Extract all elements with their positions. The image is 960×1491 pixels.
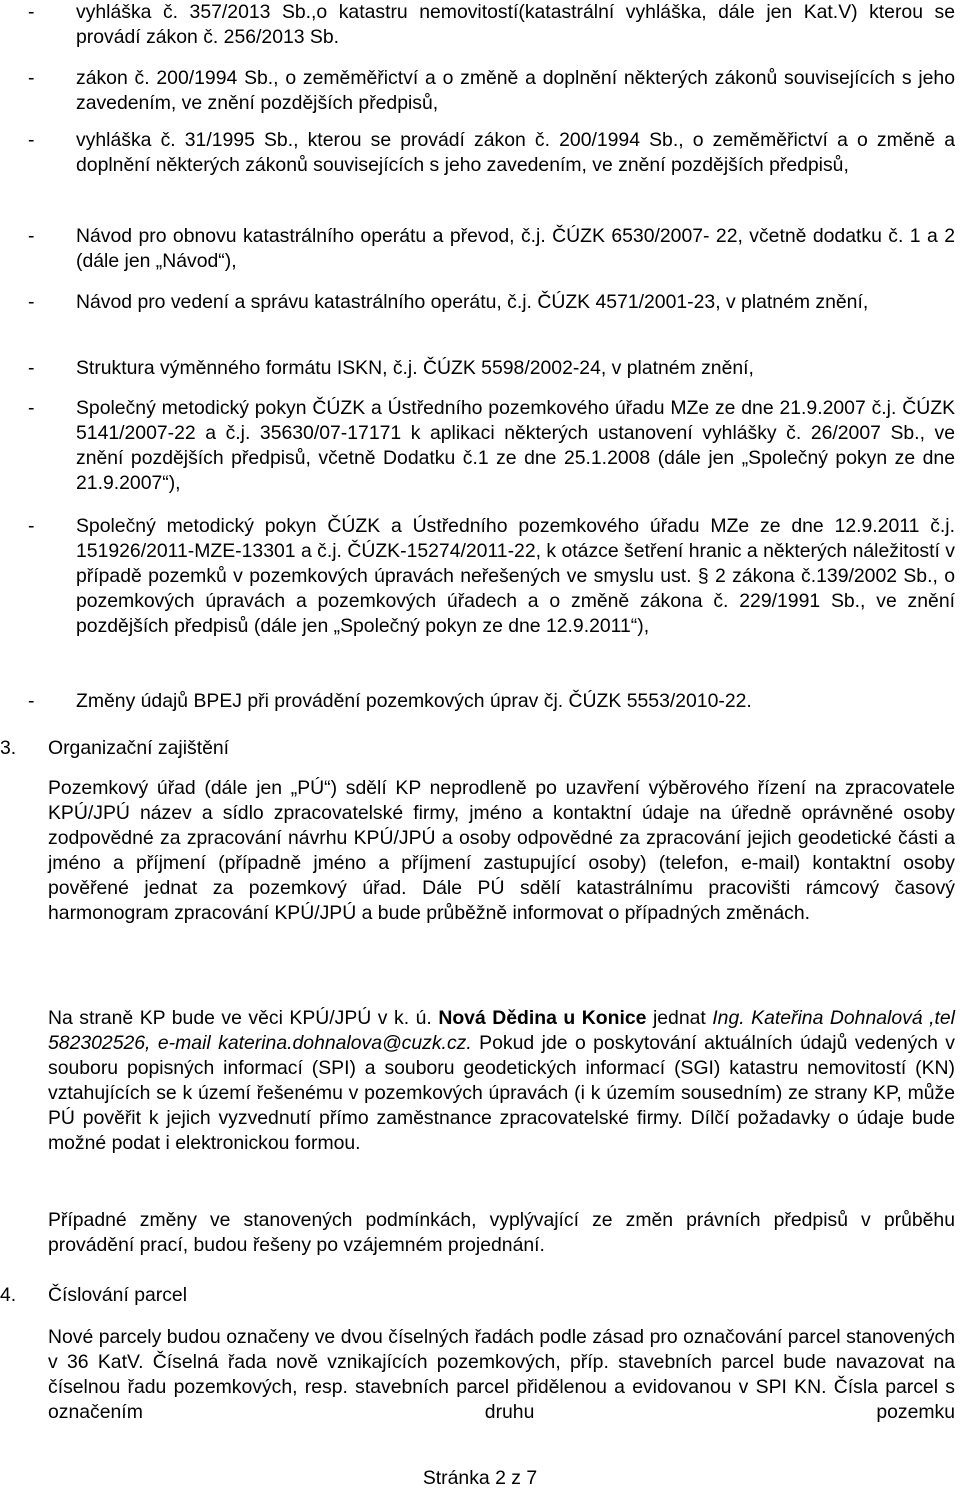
section-number: 4. [0, 1284, 17, 1306]
list-item-text: Změny údajů BPEJ při provádění pozemkových úprav čj. ČÚZK 5553/2010-22. [76, 690, 752, 712]
list-item [28, 396, 955, 496]
list-item-text: Struktura výměnného formátu ISKN, č.j. ČÚZK 5598/2002-24, v platném znění, [76, 357, 754, 379]
contact-person: Ing. Kateřina Dohnalová ,tel 582302526, e-mail katerina.dohnalova@cuzk.cz. [48, 1007, 955, 1054]
list-dash: - [28, 67, 35, 89]
list-dash: - [28, 397, 35, 419]
paragraph-text: Pokud jde o poskytování aktuálních údajů vedených v souboru popisných informací (SPI) a souboru geodetických informací (SGI) katastru nemovitostí (KN) vztahujících se k území řešenému v pozemkových úpravách (i k územím sousedním) ze strany KP, může PÚ pověřit k jejich vyzvednutí přímo zaměstnance zpracovatelské firmy. Dílčí požadavky o údaje bude možné podat i elektronickou formou. [48, 1032, 955, 1154]
list-item [28, 689, 955, 714]
section-title: Organizační zajištění [48, 737, 230, 759]
list-dash: - [28, 515, 35, 537]
paragraph-text: jednat [646, 1007, 713, 1029]
paragraph: Pozemkový úřad (dále jen „PÚ“) sdělí KP neprodleně po uzavření výběrového řízení na zpracovatele KPÚ/JPÚ název a sídlo zpracovatelské firmy, jméno a kontaktní údaje na úředně oprávněné osoby zodpovědné za zpracování návrhu KPÚ/JPÚ a osoby odpovědné za zpracování jejich geodetické části a jméno a příjmení (případně jméno a příjmení zastupující osoby) (telefon, e-mail) kontaktní osoby pověřené jednat za pozemkový úřad. Dále PÚ sdělí katastrálnímu pracovišti rámcový časový harmonogram zpracování KPÚ/JPÚ a bude průběžně informovat o případných změnách. [48, 777, 955, 924]
list-item-text: vyhláška č. 357/2013 Sb.,o katastru nemovitostí(katastrální vyhláška, dále jen Kat.V) kterou se provádí zákon č. 256/2013 Sb. [76, 1, 955, 48]
cadastral-area-name: Nová Dědina u Konice [438, 1007, 647, 1029]
list-item [28, 224, 955, 274]
list-item-text: Návod pro obnovu katastrálního operátu a převod, č.j. ČÚZK 6530/2007- 22, včetně dodatku č. 1 a 2 (dále jen „Návod“), [76, 225, 955, 272]
list-dash: - [28, 690, 35, 712]
list-item-text: vyhláška č. 31/1995 Sb., kterou se provádí zákon č. 200/1994 Sb., o zeměměřictví a o změně a doplnění některých zákonů souvisejících s jeho zavedením, ve znění pozdějších předpisů, [76, 129, 955, 176]
list-item [28, 128, 955, 178]
list-item-text: Společný metodický pokyn ČÚZK a Ústředního pozemkového úřadu MZe ze dne 21.9.2007 č.j. ČÚZK 5141/2007-22 a č.j. 35630/07-17171 k aplikaci některých ustanovení vyhlášky č. 26/2007 Sb., ve znění pozdějších předpisů, včetně Dodatku č.1 ze dne 25.1.2008 (dále jen „Společný pokyn ze dne 21.9.2007“), [76, 397, 955, 494]
list-dash: - [28, 225, 35, 247]
list-item-text: zákon č. 200/1994 Sb., o zeměměřictví a o změně a doplnění některých zákonů souvisejících s jeho zavedením, ve znění pozdějších předpisů, [76, 67, 955, 114]
list-dash: - [28, 1, 35, 23]
list-item [28, 356, 955, 381]
list-dash: - [28, 129, 35, 151]
section-number: 3. [0, 737, 17, 759]
section-title: Číslování parcel [48, 1284, 188, 1306]
list-item-text: Společný metodický pokyn ČÚZK a Ústředního pozemkového úřadu MZe ze dne 12.9.2011 č.j. 151926/2011-MZE-13301 a č.j. ČÚZK-15274/2011-22, k otázce šetření hranic a některých náležitostí v případě pozemků v pozemkových úpravách neřešených ve smyslu ust. § 2 zákona č.139/2002 Sb., o pozemkových úpravách a pozemkových úřadech a o změně zákona č. 229/1991 Sb., ve znění pozdějších předpisů (dále jen „Společný pokyn ze dne 12.9.2011“), [76, 515, 955, 637]
paragraph-text: Na straně KP bude ve věci KPÚ/JPÚ v k. ú. [48, 1007, 439, 1029]
paragraph [48, 1006, 955, 1156]
list-item-text: Návod pro vedení a správu katastrálního operátu, č.j. ČÚZK 4571/2001-23, v platném znění, [76, 291, 869, 313]
list-item [28, 290, 955, 315]
list-item [28, 0, 955, 50]
list-dash: - [28, 291, 35, 313]
paragraph: Případné změny ve stanovených podmínkách, vyplývající ze změn právních předpisů v průběhu provádění prací, budou řešeny po vzájemném projednání. [48, 1209, 955, 1256]
paragraph: Nové parcely budou označeny ve dvou číselných řadách podle zásad pro označování parcel stanovených v 36 KatV. Číselná řada nově vznikajících pozemkových, příp. stavebních parcel bude navazovat na číselnou řadu pozemkových, resp. stavebních parcel přidělenou a evidovanou v SPI KN. Čísla parcel s označením druhu pozemku [48, 1326, 955, 1423]
list-item [28, 66, 955, 116]
list-item [28, 514, 955, 639]
page-number: Stránka 2 z 7 [422, 1467, 538, 1489]
list-dash: - [28, 357, 35, 379]
